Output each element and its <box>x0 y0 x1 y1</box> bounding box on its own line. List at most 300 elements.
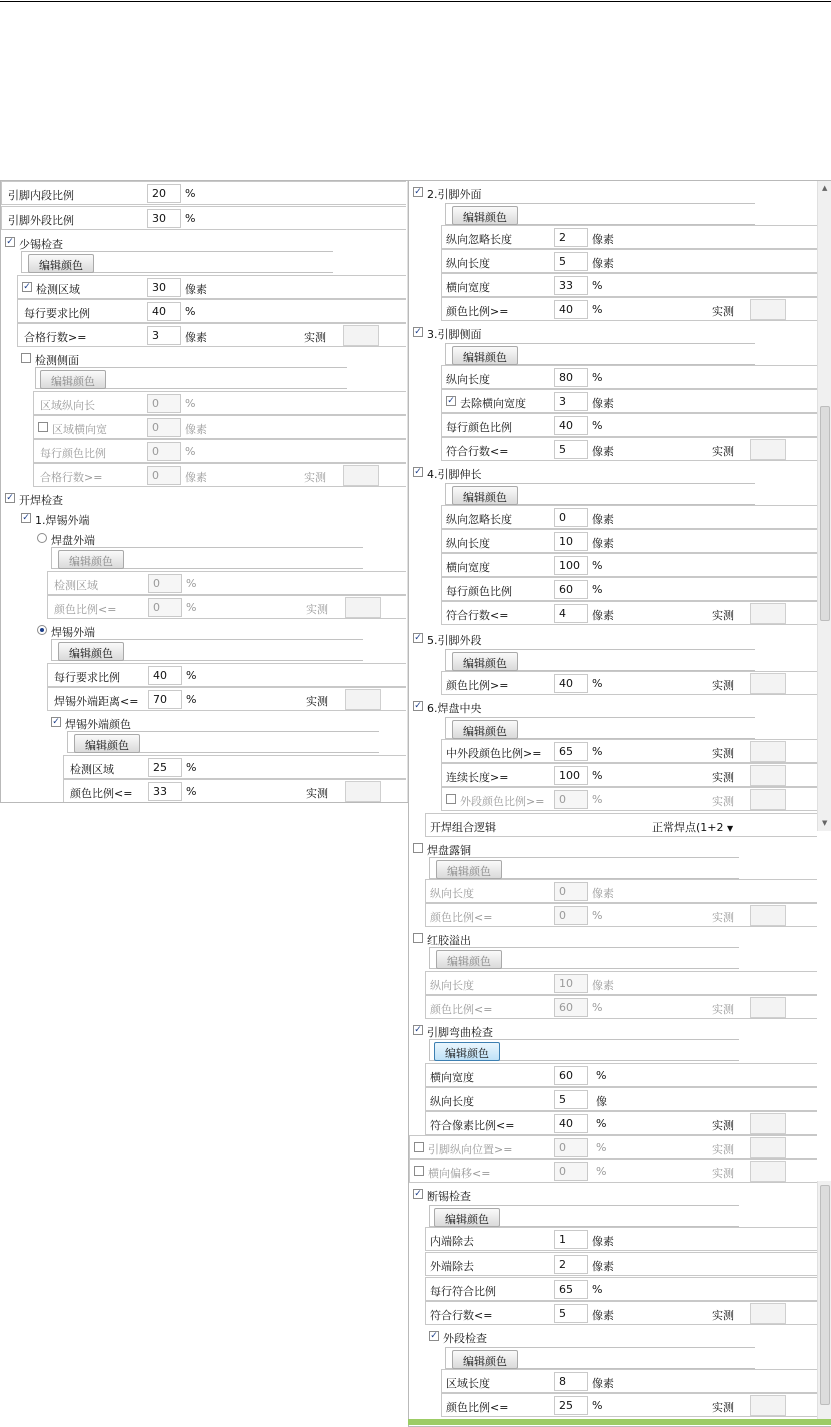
top-rule <box>0 1 831 2</box>
hshift-row <box>409 1159 817 1183</box>
s4-label: 4.引脚伸长 <box>427 468 482 481</box>
s4-color-row <box>441 577 817 601</box>
side-color-unit: % <box>185 445 196 458</box>
side-check-label: 检测侧面 <box>35 354 79 367</box>
vpos-label: 引脚纵向位置>= <box>428 1143 513 1156</box>
s4-checkbox[interactable]: ✓ <box>414 467 422 477</box>
outseg-header <box>425 1325 817 1349</box>
copper-color-input[interactable]: 0 <box>554 906 588 925</box>
s2-header <box>409 181 817 205</box>
bend-vlen-label: 纵向长度 <box>430 1095 474 1108</box>
s6-outer-input[interactable]: 0 <box>554 790 588 809</box>
s5-color-measured-box <box>750 673 786 694</box>
s2-ign-input[interactable]: 2 <box>554 228 588 247</box>
side-hwid-checkbox[interactable] <box>38 422 48 432</box>
solder-color-edit-row <box>67 731 379 753</box>
pad-area-row <box>47 571 406 595</box>
s2-hwid-unit: % <box>592 279 603 292</box>
copper-vlen-unit: 像素 <box>592 887 614 900</box>
s4-ign-unit: 像素 <box>592 513 614 526</box>
side-rows-unit: 像素 <box>185 471 207 484</box>
glue-color-measured-label: 实测 <box>712 1003 734 1016</box>
solder-dist-unit: % <box>186 693 197 706</box>
s4-rows-row <box>441 601 817 625</box>
solder-dist-label: 焊锡外端距离<= <box>54 695 139 708</box>
s4-hwid-label: 横向宽度 <box>446 561 490 574</box>
hshift-unit: % <box>596 1165 607 1178</box>
solder-color-ratio-input[interactable]: 33 <box>148 782 182 801</box>
break-ratio-label: 每行符合比例 <box>430 1285 496 1298</box>
s6-cont-measured-label: 实测 <box>712 771 734 784</box>
bend-checkbox[interactable]: ✓ <box>414 1025 422 1035</box>
s2-edit-color-row <box>445 203 755 225</box>
outer-ratio-label: 引脚外段比例 <box>8 214 74 227</box>
s2-hwid-input[interactable]: 33 <box>554 276 588 295</box>
bend-pix-unit: % <box>596 1117 607 1130</box>
break-rows-unit: 像素 <box>592 1309 614 1322</box>
side-rows-measured-label: 实测 <box>304 471 326 484</box>
copper-checkbox[interactable] <box>413 843 423 853</box>
break-inner-row <box>425 1227 817 1251</box>
outer-ratio-unit: % <box>185 212 196 225</box>
tin-area-row <box>17 275 406 299</box>
break-inner-unit: 像素 <box>592 1235 614 1248</box>
inner-ratio-label: 引脚内段比例 <box>8 189 74 202</box>
solder-outer-checkbox[interactable]: ✓ <box>22 513 30 523</box>
glue-color-unit: % <box>592 1001 603 1014</box>
bend-hwid-unit: % <box>596 1069 607 1082</box>
bend-vlen-unit: 像 <box>596 1095 607 1108</box>
solder-color-label: 焊锡外端颜色 <box>65 718 131 731</box>
s4-vlen-input[interactable]: 10 <box>554 532 588 551</box>
s2-ign-label: 纵向忽略长度 <box>446 233 512 246</box>
bend-hwid-input[interactable]: 60 <box>554 1066 588 1085</box>
logic-combo[interactable] <box>652 819 733 835</box>
s2-color-measured-box <box>750 299 786 320</box>
solder-dist-row <box>47 687 406 711</box>
s6-mid-label: 中外段颜色比例>= <box>446 747 542 760</box>
bend-pix-measured-label: 实测 <box>712 1119 734 1132</box>
outseg-label: 外段检查 <box>443 1332 487 1345</box>
solder-color-ratio-unit: % <box>186 785 197 798</box>
s3-color-row <box>441 413 817 437</box>
vpos-checkbox[interactable] <box>414 1142 424 1152</box>
vpos-row <box>409 1135 817 1159</box>
outer-ratio-row <box>1 206 406 230</box>
s4-color-label: 每行颜色比例 <box>446 585 512 598</box>
chevron-down-icon: ▼ <box>727 824 734 833</box>
open-check-label: 开焊检查 <box>19 494 63 507</box>
hshift-measured-label: 实测 <box>712 1167 734 1180</box>
s4-header <box>409 461 817 485</box>
pad-color-measured-label: 实测 <box>306 603 328 616</box>
copper-label: 焊盘露铜 <box>427 844 471 857</box>
inner-ratio-row <box>1 181 406 205</box>
copper-vlen-label: 纵向长度 <box>430 887 474 900</box>
s3-rows-input[interactable]: 5 <box>554 440 588 459</box>
pad-area-input[interactable]: 0 <box>148 574 182 593</box>
s4-rows-measured-box <box>750 603 786 624</box>
break-inner-input[interactable]: 1 <box>554 1230 588 1249</box>
s6-outer-checkbox[interactable] <box>446 794 456 804</box>
logic-label: 开焊组合逻辑 <box>430 821 496 834</box>
break-rows-label: 符合行数<= <box>430 1309 493 1322</box>
vpos-unit: % <box>596 1141 607 1154</box>
copper-color-unit: % <box>592 909 603 922</box>
right-scroll-down-icon[interactable]: ▼ <box>822 819 828 827</box>
s4-vlen-row <box>441 529 817 553</box>
copper-edit-color-row <box>429 857 739 879</box>
tin-edit-color-button[interactable]: 编辑颜色 <box>28 254 94 273</box>
solder-ratio-row <box>47 663 406 687</box>
bend-edit-color-row <box>429 1039 739 1061</box>
s4-edit-color-row <box>445 483 755 505</box>
solder-ratio-label: 每行要求比例 <box>54 671 120 684</box>
s3-color-input[interactable]: 40 <box>554 416 588 435</box>
break-header <box>409 1183 817 1207</box>
s3-vlen-input[interactable]: 80 <box>554 368 588 387</box>
s3-color-label: 每行颜色比例 <box>446 421 512 434</box>
break-rows-row <box>425 1301 817 1325</box>
s3-edit-color-row <box>445 343 755 365</box>
s6-cont-unit: % <box>592 769 603 782</box>
outseg-color-row <box>441 1393 817 1417</box>
tin-ratio-input[interactable]: 40 <box>147 302 181 321</box>
inner-ratio-input[interactable]: 20 <box>147 184 181 203</box>
s3-header <box>409 321 817 345</box>
tin-area-checkbox[interactable]: ✓ <box>23 282 31 292</box>
glue-checkbox[interactable] <box>413 933 423 943</box>
break-ratio-input[interactable]: 65 <box>554 1280 588 1299</box>
s2-edit-color-button[interactable]: 编辑颜色 <box>452 206 518 225</box>
solder-color-checkbox[interactable]: ✓ <box>52 717 60 727</box>
open-check-checkbox[interactable]: ✓ <box>6 493 14 503</box>
bend-edit-color-button[interactable]: 编辑颜色 <box>434 1042 500 1061</box>
solder-color-edit-button[interactable]: 编辑颜色 <box>74 734 140 753</box>
s3-checkbox[interactable]: ✓ <box>414 327 422 337</box>
copper-edit-color-button[interactable]: 编辑颜色 <box>436 860 502 879</box>
s4-ign-input[interactable]: 0 <box>554 508 588 527</box>
pad-color-row <box>47 595 406 619</box>
outseg-len-unit: 像素 <box>592 1377 614 1390</box>
side-rows-measured-box <box>343 465 379 486</box>
side-rows-row <box>33 463 406 487</box>
s2-hwid-label: 横向宽度 <box>446 281 490 294</box>
s4-vlen-label: 纵向长度 <box>446 537 490 550</box>
tin-check-checkbox[interactable]: ✓ <box>6 237 14 247</box>
s3-remove-checkbox[interactable]: ✓ <box>447 396 455 406</box>
tin-ratio-label: 每行要求比例 <box>24 307 90 320</box>
outseg-checkbox[interactable]: ✓ <box>430 1331 438 1341</box>
break-rows-measured-label: 实测 <box>712 1309 734 1322</box>
s3-vlen-unit: % <box>592 371 603 384</box>
break-outer-input[interactable]: 2 <box>554 1255 588 1274</box>
s3-edit-color-button[interactable]: 编辑颜色 <box>452 346 518 365</box>
solder-edit-color-button[interactable]: 编辑颜色 <box>58 642 124 661</box>
s4-color-unit: % <box>592 583 603 596</box>
outseg-color-unit: % <box>592 1399 603 1412</box>
inner-ratio-unit: % <box>185 187 196 200</box>
s6-mid-input[interactable]: 65 <box>554 742 588 761</box>
break-outer-row <box>425 1252 817 1276</box>
s4-hwid-unit: % <box>592 559 603 572</box>
outseg-edit-color-button[interactable]: 编辑颜色 <box>452 1350 518 1369</box>
s3-remove-unit: 像素 <box>592 397 614 410</box>
glue-color-input[interactable]: 60 <box>554 998 588 1017</box>
status-bar-strip <box>408 1419 831 1425</box>
bend-pix-measured-box <box>750 1113 786 1134</box>
s6-cont-label: 连续长度>= <box>446 771 509 784</box>
side-edit-color-button[interactable]: 编辑颜色 <box>40 370 106 389</box>
s3-rows-unit: 像素 <box>592 445 614 458</box>
s5-color-unit: % <box>592 677 603 690</box>
s4-ign-label: 纵向忽略长度 <box>446 513 512 526</box>
s2-color-row <box>441 297 817 321</box>
s2-vlen-row <box>441 249 817 273</box>
side-rows-label: 合格行数>= <box>40 471 103 484</box>
solder-end-radio[interactable] <box>37 625 47 635</box>
s5-color-row <box>441 671 817 695</box>
s5-header <box>409 627 817 651</box>
solder-color-area-row <box>63 755 406 779</box>
s6-mid-unit: % <box>592 745 603 758</box>
solder-dist-measured-box <box>345 689 381 710</box>
solder-edit-color-row <box>51 639 363 661</box>
pad-area-unit: % <box>186 577 197 590</box>
side-check-checkbox[interactable] <box>21 353 31 363</box>
tin-area-label: 检测区域 <box>36 283 80 296</box>
bend-label: 引脚弯曲检查 <box>427 1026 493 1039</box>
vpos-input[interactable]: 0 <box>554 1138 588 1157</box>
s6-mid-row <box>441 739 817 763</box>
s4-rows-unit: 像素 <box>592 609 614 622</box>
side-color-label: 每行颜色比例 <box>40 447 106 460</box>
s5-color-measured-label: 实测 <box>712 679 734 692</box>
s3-rows-measured-box <box>750 439 786 460</box>
s4-rows-label: 符合行数<= <box>446 609 509 622</box>
s2-vlen-label: 纵向长度 <box>446 257 490 270</box>
s6-cont-row <box>441 763 817 787</box>
solder-ratio-unit: % <box>186 669 197 682</box>
right-scroll-thumb-bottom[interactable] <box>820 1185 830 1405</box>
tin-ratio-row <box>17 299 406 323</box>
solder-color-area-input[interactable]: 25 <box>148 758 182 777</box>
s2-hwid-row <box>441 273 817 297</box>
s3-remove-label: 去除横向宽度 <box>460 397 526 410</box>
pad-area-label: 检测区域 <box>54 579 98 592</box>
bend-hwid-label: 横向宽度 <box>430 1071 474 1084</box>
break-edit-color-button[interactable]: 编辑颜色 <box>434 1208 500 1227</box>
s5-color-input[interactable]: 40 <box>554 674 588 693</box>
s4-edit-color-button[interactable]: 编辑颜色 <box>452 486 518 505</box>
glue-label: 红胶溢出 <box>427 934 471 947</box>
glue-vlen-input[interactable]: 10 <box>554 974 588 993</box>
glue-vlen-unit: 像素 <box>592 979 614 992</box>
solder-color-ratio-measured-label: 实测 <box>306 787 328 800</box>
tin-rows-row <box>17 323 406 347</box>
s6-mid-measured-label: 实测 <box>712 747 734 760</box>
vpos-measured-label: 实测 <box>712 1143 734 1156</box>
tin-rows-unit: 像素 <box>185 331 207 344</box>
tin-area-unit: 像素 <box>185 283 207 296</box>
right-scrollbar-bottom[interactable] <box>817 1181 831 1421</box>
s5-checkbox[interactable]: ✓ <box>414 633 422 643</box>
s2-ign-row <box>441 225 817 249</box>
outseg-color-measured-label: 实测 <box>712 1401 734 1414</box>
side-vlen-label: 区域纵向长 <box>40 399 95 412</box>
side-hwid-row <box>33 415 406 439</box>
tin-rows-measured-label: 实测 <box>304 331 326 344</box>
s6-outer-measured-label: 实测 <box>712 795 734 808</box>
outseg-len-input[interactable]: 8 <box>554 1372 588 1391</box>
solder-outer-label: 1.焊锡外端 <box>35 514 90 527</box>
tin-rows-label: 合格行数>= <box>24 331 87 344</box>
s2-vlen-input[interactable]: 5 <box>554 252 588 271</box>
copper-color-row <box>425 903 817 927</box>
side-color-input[interactable]: 0 <box>147 442 181 461</box>
glue-color-label: 颜色比例<= <box>430 1003 493 1016</box>
s3-vlen-label: 纵向长度 <box>446 373 490 386</box>
s6-checkbox[interactable]: ✓ <box>414 701 422 711</box>
solder-color-area-label: 检测区域 <box>70 763 114 776</box>
right-scroll-thumb-top[interactable] <box>820 406 830 621</box>
s2-ign-unit: 像素 <box>592 233 614 246</box>
outseg-color-measured-box <box>750 1395 786 1416</box>
tin-rows-measured-box <box>343 325 379 346</box>
s3-rows-row <box>441 437 817 461</box>
outseg-color-input[interactable]: 25 <box>554 1396 588 1415</box>
tin-rows-input[interactable]: 3 <box>147 326 181 345</box>
side-edit-color-row <box>35 367 347 389</box>
right-settings-panel <box>408 180 831 1427</box>
s5-edit-color-button[interactable]: 编辑颜色 <box>452 652 518 671</box>
left-settings-panel <box>0 180 420 803</box>
glue-color-row <box>425 995 817 1019</box>
s3-rows-label: 符合行数<= <box>446 445 509 458</box>
outseg-color-label: 颜色比例<= <box>446 1401 509 1414</box>
s2-checkbox[interactable]: ✓ <box>414 187 422 197</box>
right-scrollbar-top[interactable] <box>817 181 831 831</box>
s5-edit-color-row <box>445 649 755 671</box>
pad-color-input[interactable]: 0 <box>148 598 182 617</box>
s5-label: 5.引脚外段 <box>427 634 482 647</box>
side-hwid-input[interactable]: 0 <box>147 418 181 437</box>
copper-color-measured-box <box>750 905 786 926</box>
s2-color-measured-label: 实测 <box>712 305 734 318</box>
break-outer-unit: 像素 <box>592 1260 614 1273</box>
tin-edit-color-row <box>21 251 333 273</box>
logic-row <box>425 813 817 837</box>
s6-edit-color-button[interactable]: 编辑颜色 <box>452 720 518 739</box>
side-rows-input[interactable]: 0 <box>147 466 181 485</box>
solder-color-ratio-label: 颜色比例<= <box>70 787 133 800</box>
break-ratio-unit: % <box>592 1283 603 1296</box>
break-ratio-row <box>425 1277 817 1301</box>
logic-combo-value: 正常焊点(1+2 <box>652 821 724 834</box>
s6-outer-unit: % <box>592 793 603 806</box>
glue-edit-color-row <box>429 947 739 969</box>
break-checkbox[interactable]: ✓ <box>414 1189 422 1199</box>
s3-remove-input[interactable]: 3 <box>554 392 588 411</box>
copper-color-measured-label: 实测 <box>712 911 734 924</box>
break-rows-input[interactable]: 5 <box>554 1304 588 1323</box>
s4-hwid-row <box>441 553 817 577</box>
bend-vlen-input[interactable]: 5 <box>554 1090 588 1109</box>
s4-hwid-input[interactable]: 100 <box>554 556 588 575</box>
solder-end-label: 焊锡外端 <box>51 626 95 639</box>
break-rows-measured-box <box>750 1303 786 1324</box>
vpos-measured-box <box>750 1137 786 1158</box>
solder-dist-input[interactable]: 70 <box>148 690 182 709</box>
s3-rows-measured-label: 实测 <box>712 445 734 458</box>
glue-color-measured-box <box>750 997 786 1018</box>
outseg-len-row <box>441 1369 817 1393</box>
side-hwid-unit: 像素 <box>185 423 207 436</box>
tin-area-input[interactable]: 30 <box>147 278 181 297</box>
side-color-row <box>33 439 406 463</box>
s4-rows-measured-label: 实测 <box>712 609 734 622</box>
s4-rows-input[interactable]: 4 <box>554 604 588 623</box>
s2-label: 2.引脚外面 <box>427 188 482 201</box>
s6-cont-input[interactable]: 100 <box>554 766 588 785</box>
s3-color-unit: % <box>592 419 603 432</box>
bend-hwid-row <box>425 1063 817 1087</box>
hshift-measured-box <box>750 1161 786 1182</box>
break-label: 断锡检查 <box>427 1190 471 1203</box>
bend-pix-row <box>425 1111 817 1135</box>
glue-edit-color-button[interactable]: 编辑颜色 <box>436 950 502 969</box>
s4-color-input[interactable]: 60 <box>554 580 588 599</box>
copper-color-label: 颜色比例<= <box>430 911 493 924</box>
hshift-label: 横向偏移<= <box>428 1167 491 1180</box>
pad-color-measured-box <box>345 597 381 618</box>
pad-outer-radio[interactable] <box>37 533 47 543</box>
outer-ratio-input[interactable]: 30 <box>147 209 181 228</box>
s4-ign-row <box>441 505 817 529</box>
s2-color-unit: % <box>592 303 603 316</box>
tin-check-label: 少锡检查 <box>19 238 63 251</box>
bend-pix-input[interactable]: 40 <box>554 1114 588 1133</box>
s2-vlen-unit: 像素 <box>592 257 614 270</box>
s4-vlen-unit: 像素 <box>592 537 614 550</box>
s6-outer-row <box>441 787 817 811</box>
tin-ratio-unit: % <box>185 305 196 318</box>
copper-vlen-input[interactable]: 0 <box>554 882 588 901</box>
s5-color-label: 颜色比例>= <box>446 679 509 692</box>
s6-header <box>409 695 817 719</box>
s2-color-input[interactable]: 40 <box>554 300 588 319</box>
outseg-len-label: 区域长度 <box>446 1377 490 1390</box>
s6-outer-label: 外段颜色比例>= <box>460 795 545 808</box>
pad-color-unit: % <box>186 601 197 614</box>
s6-cont-measured-box <box>750 765 786 786</box>
hshift-input[interactable]: 0 <box>554 1162 588 1181</box>
right-scroll-up-icon[interactable]: ▲ <box>822 184 828 192</box>
s6-edit-color-row <box>445 717 755 739</box>
break-outer-label: 外端除去 <box>430 1260 474 1273</box>
solder-ratio-input[interactable]: 40 <box>148 666 182 685</box>
side-vlen-row <box>33 391 406 415</box>
solder-color-area-unit: % <box>186 761 197 774</box>
side-hwid-label: 区域横向宽 <box>52 423 107 436</box>
break-inner-label: 内端除去 <box>430 1235 474 1248</box>
side-vlen-input[interactable]: 0 <box>147 394 181 413</box>
pad-edit-color-row <box>51 547 363 569</box>
hshift-checkbox[interactable] <box>414 1166 424 1176</box>
pad-edit-color-button[interactable]: 编辑颜色 <box>58 550 124 569</box>
side-vlen-unit: % <box>185 397 196 410</box>
s6-label: 6.焊盘中央 <box>427 702 482 715</box>
